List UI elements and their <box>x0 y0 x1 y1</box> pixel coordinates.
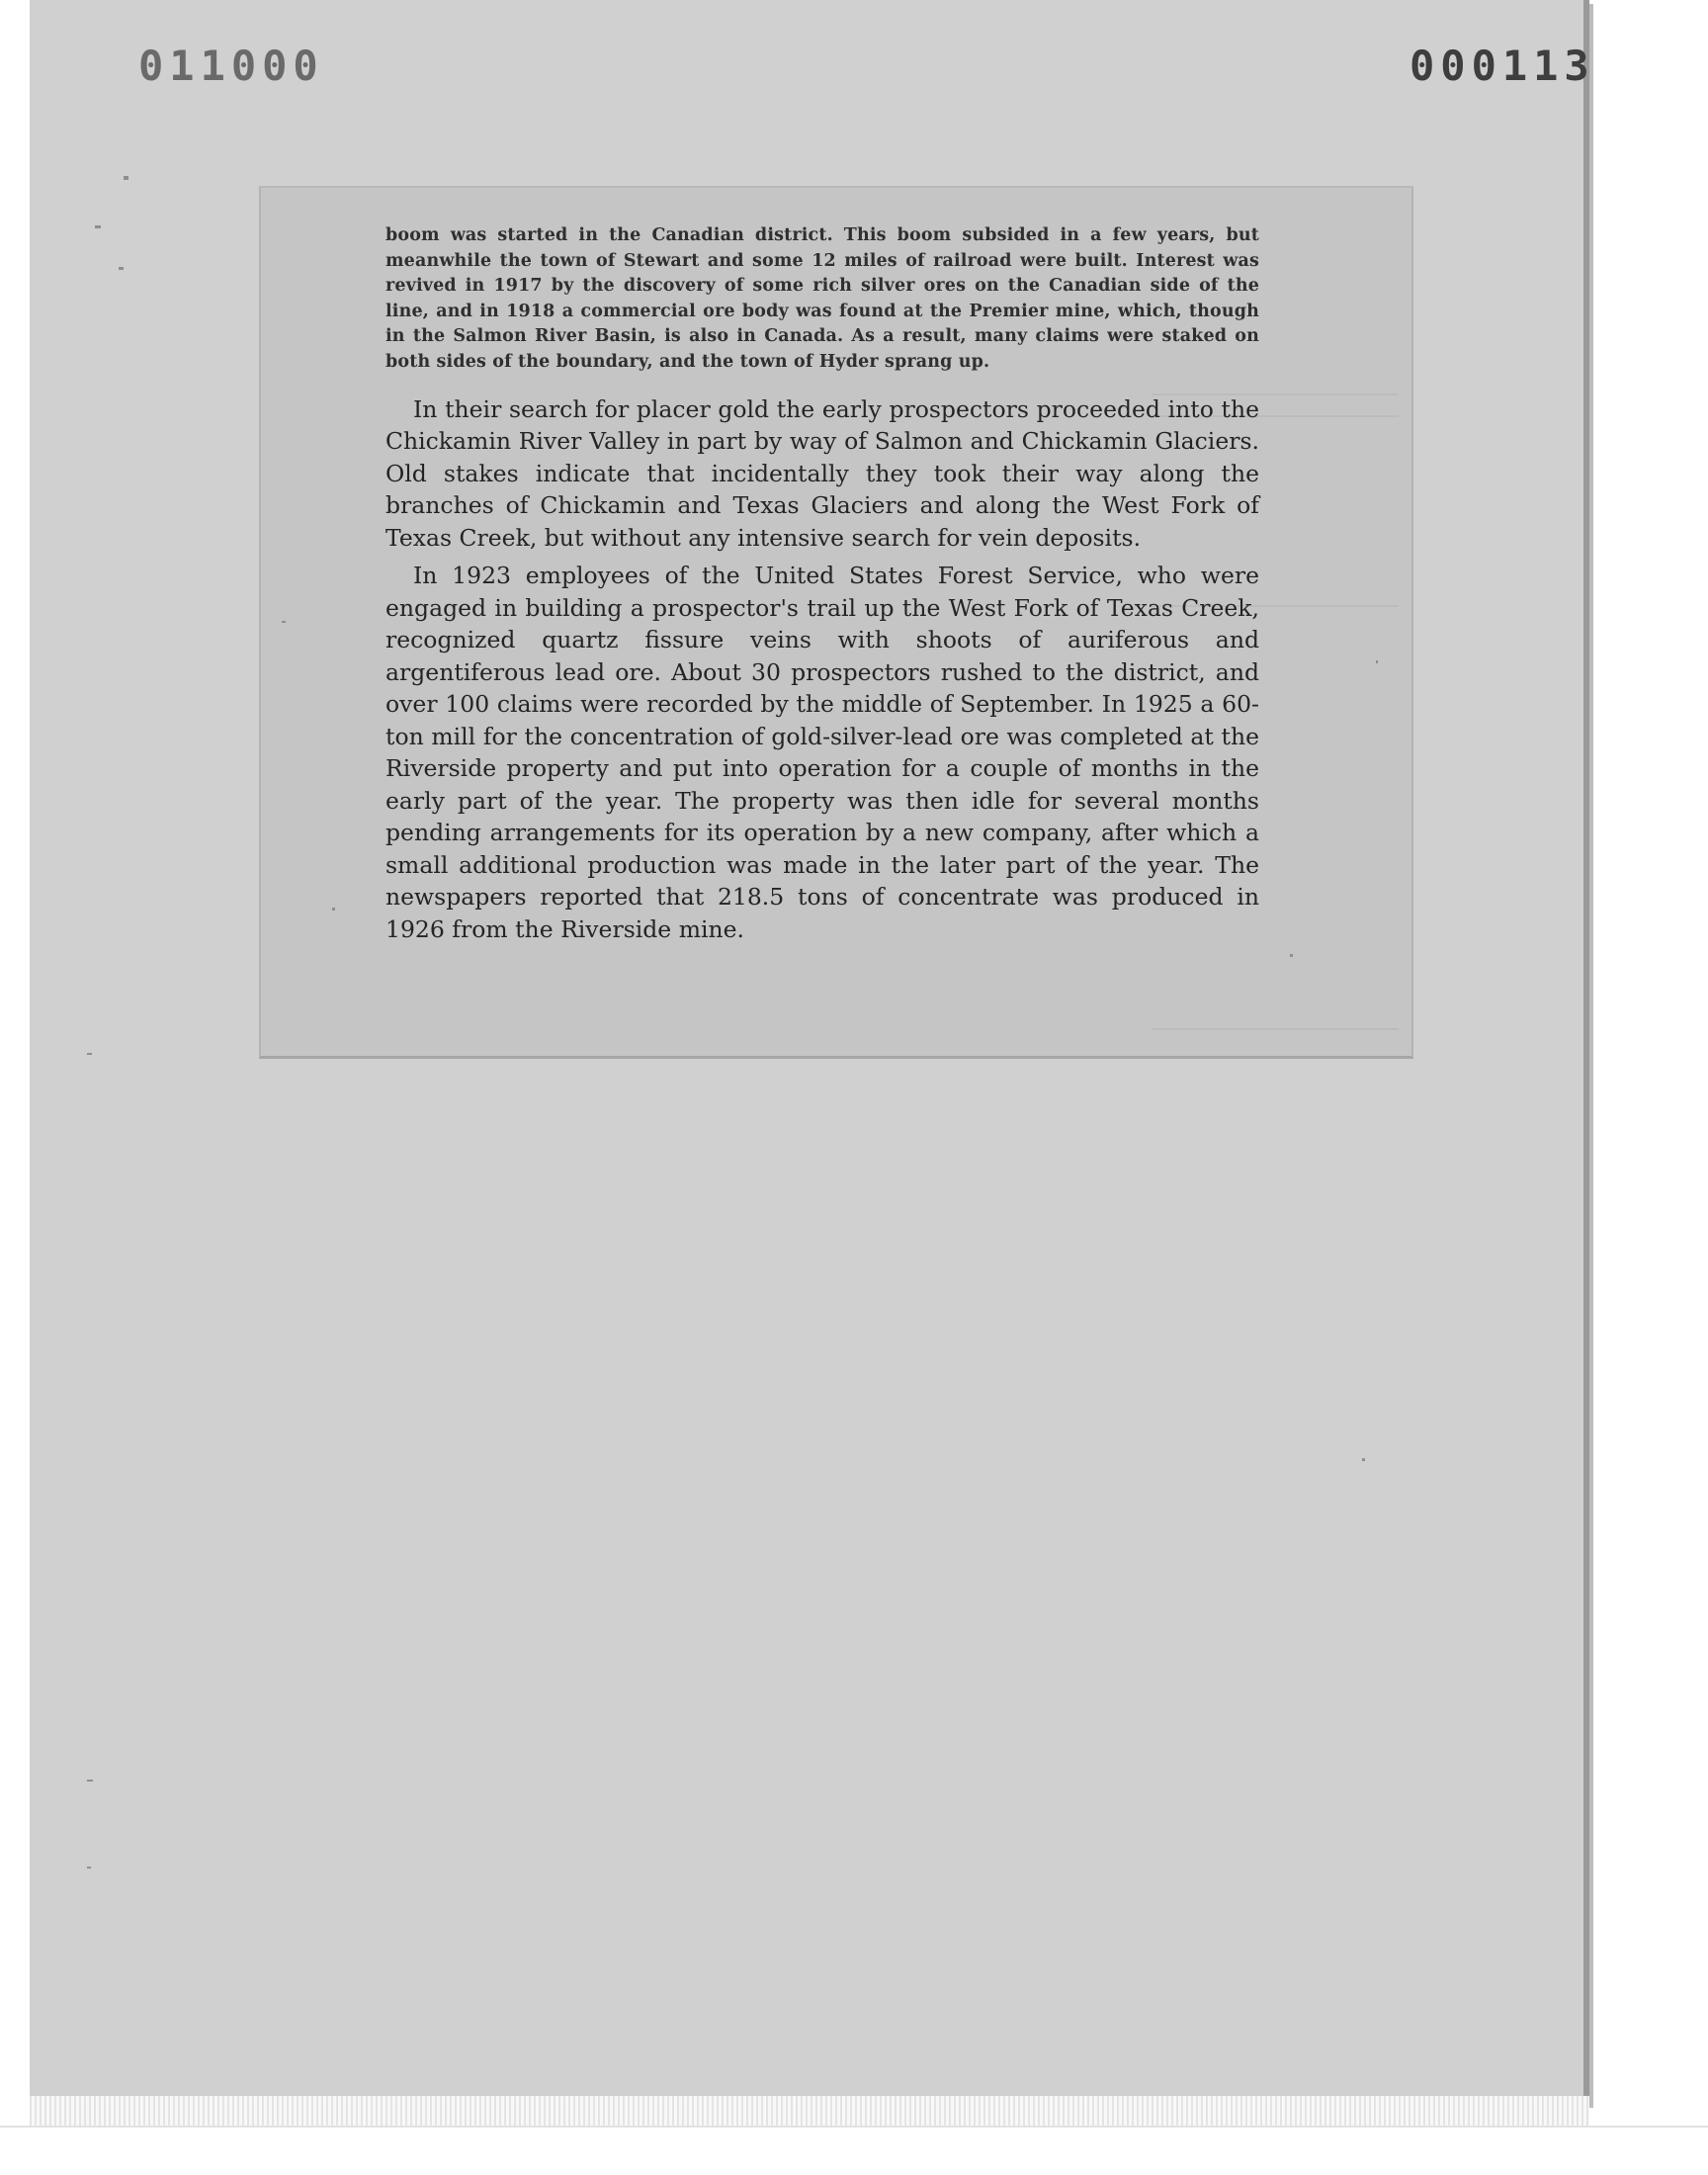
scan-speck <box>282 621 286 623</box>
scan-speck <box>1362 1458 1365 1461</box>
article-text <box>385 223 1259 945</box>
scan-speck <box>1376 660 1378 663</box>
scan-bottom-edge <box>0 2126 1708 2128</box>
scanner-streak <box>30 2096 1589 2126</box>
page-stamp-right: 000113 <box>1409 42 1595 90</box>
page-stamp-left: 011000 <box>138 42 324 90</box>
scan-speck <box>95 225 101 228</box>
body-paragraph-placer-gold: In their search for placer gold the early prospectors proceeded into the Chickamin River Valley in part by way of Salmon and Chickamin Glaciers. Old stakes indicate that incidentally they took their way along the branches of Chickamin and Texas Glaciers and along the West Fork of Texas Creek, but without any intensive search for vein deposits. <box>385 394 1259 552</box>
intro-paragraph: boom was started in the Canadian district. This boom subsided in a few years, but meanwhile the town of Stewart and some 12 miles of railroad were built. Interest was revived in 1917 by the discovery of some rich silver ores on the Canadian side of the line, and in 1918 a commercial ore body was found at the Premier mine, which, though in the Salmon River Basin, is also in Canada. As a result, many claims were staked on both sides of the boundary, and the town of Hyder sprang up. <box>385 225 1259 372</box>
scan-speck <box>119 267 124 270</box>
scan-speck <box>332 908 335 911</box>
scan-speck <box>87 1867 91 1869</box>
scan-speck <box>87 1053 92 1055</box>
bleed-through-line <box>1152 1028 1399 1030</box>
scan-speck <box>87 1780 93 1782</box>
body-paragraph-1923-discovery: In 1923 employees of the United States Forest Service, who were engaged in building a prospector's trail up the West Fork of Texas Creek, recognized quartz fissure veins with shoots of auriferous and argentiferous lead ore. About 30 prospectors rushed to the district, and over 100 claims were recorded by the middle of September. In 1925 a 60-ton mill for the concentration of gold-silver-lead ore was completed at the Riverside property and put into operation for a couple of months in the early part of the year. The property was then idle for several months pending arrangements for its operation by a new company, after which a small additional production was made in the later part of the year. The newspapers reported that 218.5 tons of concentrate was produced in 1926 from the Riverside mine. <box>385 562 1259 943</box>
scan-speck <box>124 176 128 180</box>
scan-speck <box>1290 954 1293 957</box>
